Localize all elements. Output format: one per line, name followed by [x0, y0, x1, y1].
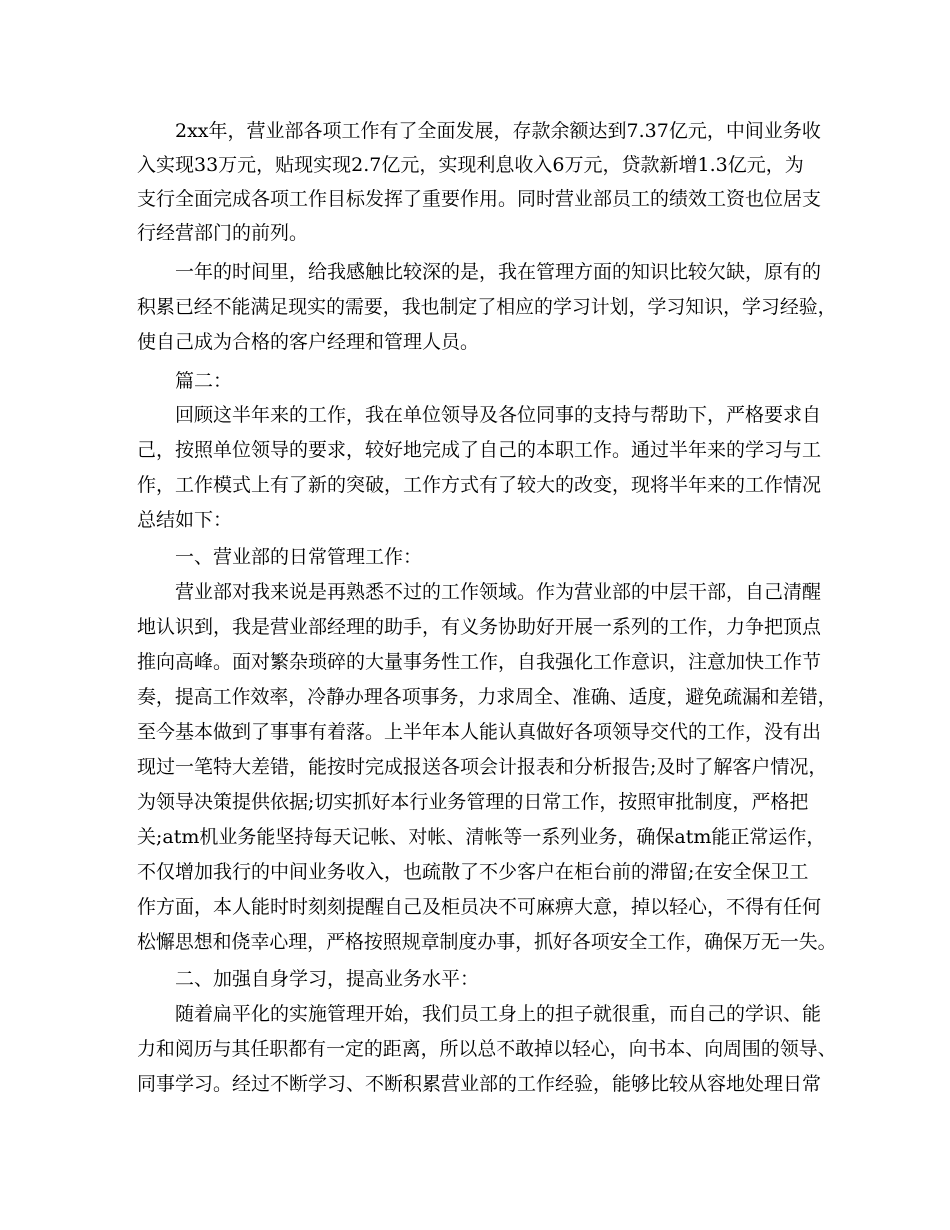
text-line: 作，工作模式上有了新的突破，工作方式有了较大的改变，现将半年来的工作情况 — [137, 474, 822, 496]
text-line: 关;atm机业务能坚持每天记帐、对帐、清帐等一系列业务，确保atm能正常运作， — [137, 826, 826, 848]
text-line: 支行全面完成各项工作目标发挥了重要作用。同时营业部员工的绩效工资也位居支 — [137, 188, 822, 210]
text-line: 使自己成为合格的客户经理和管理人员。 — [137, 331, 480, 353]
text-line: 入实现33万元，贴现实现2.7亿元，实现利息收入6万元，贷款新增1.3亿元，为 — [137, 154, 804, 176]
text-line: 为领导决策提供依据;切实抓好本行业务管理的日常工作，按照审批制度，严格把 — [137, 791, 809, 813]
text-line: 地认识到，我是营业部经理的助手，有义务协助好开展一系列的工作，力争把顶点 — [137, 616, 822, 638]
text-line: 营业部对我来说是再熟悉不过的工作领域。作为营业部的中层干部，自己清醒 — [175, 581, 822, 603]
text-line: 己，按照单位领导的要求，较好地完成了自己的本职工作。通过半年来的学习与工 — [137, 439, 822, 461]
text-line: 总结如下： — [137, 509, 233, 531]
text-line: 随着扁平化的实施管理开始，我们员工身上的担子就很重，而自己的学识、能 — [175, 1003, 822, 1025]
text-line: 推向高峰。面对繁杂琐碎的大量事务性工作，自我强化工作意识，注意加快工作节 — [137, 651, 822, 673]
text-line: 力和阅历与其任职都有一定的距离，所以总不敢掉以轻心，向书本、向周围的领导、 — [137, 1038, 837, 1060]
text-line: 一年的时间里，给我感触比较深的是，我在管理方面的知识比较欠缺，原有的 — [175, 261, 822, 283]
text-line: 松懈思想和侥幸心理，严格按照规章制度办事，抓好各项安全工作，确保万无一失。 — [137, 931, 837, 953]
section-heading: 篇二： — [175, 370, 233, 392]
text-line: 回顾这半年来的工作，我在单位领导及各位同事的支持与帮助下，严格要求自 — [175, 404, 822, 426]
text-line: 奏，提高工作效率，冷静办理各项事务，力求周全、准确、适度，避免疏漏和差错， — [137, 686, 837, 708]
text-line: 2xx年，营业部各项工作有了全面发展，存款余额达到7.37亿元，中间业务收 — [175, 120, 821, 142]
section-heading: 一、营业部的日常管理工作： — [175, 546, 423, 568]
text-line: 至今基本做到了事事有着落。上半年本人能认真做好各项领导交代的工作，没有出 — [137, 721, 822, 743]
text-line: 现过一笔特大差错，能按时完成报送各项会计报表和分析报告;及时了解客户情况， — [137, 756, 828, 778]
text-line: 作方面，本人能时时刻刻提醒自己及柜员决不可麻痹大意，掉以轻心，不得有任何 — [137, 896, 822, 918]
text-line: 积累已经不能满足现实的需要，我也制定了相应的学习计划，学习知识，学习经验， — [137, 296, 837, 318]
text-line: 同事学习。经过不断学习、不断积累营业部的工作经验，能够比较从容地处理日常 — [137, 1073, 822, 1095]
text-line: 不仅增加我行的中间业务收入，也疏散了不少客户在柜台前的滞留;在安全保卫工 — [137, 861, 809, 883]
text-line: 行经营部门的前列。 — [137, 222, 309, 244]
section-heading: 二、加强自身学习，提高业务水平： — [175, 968, 480, 990]
